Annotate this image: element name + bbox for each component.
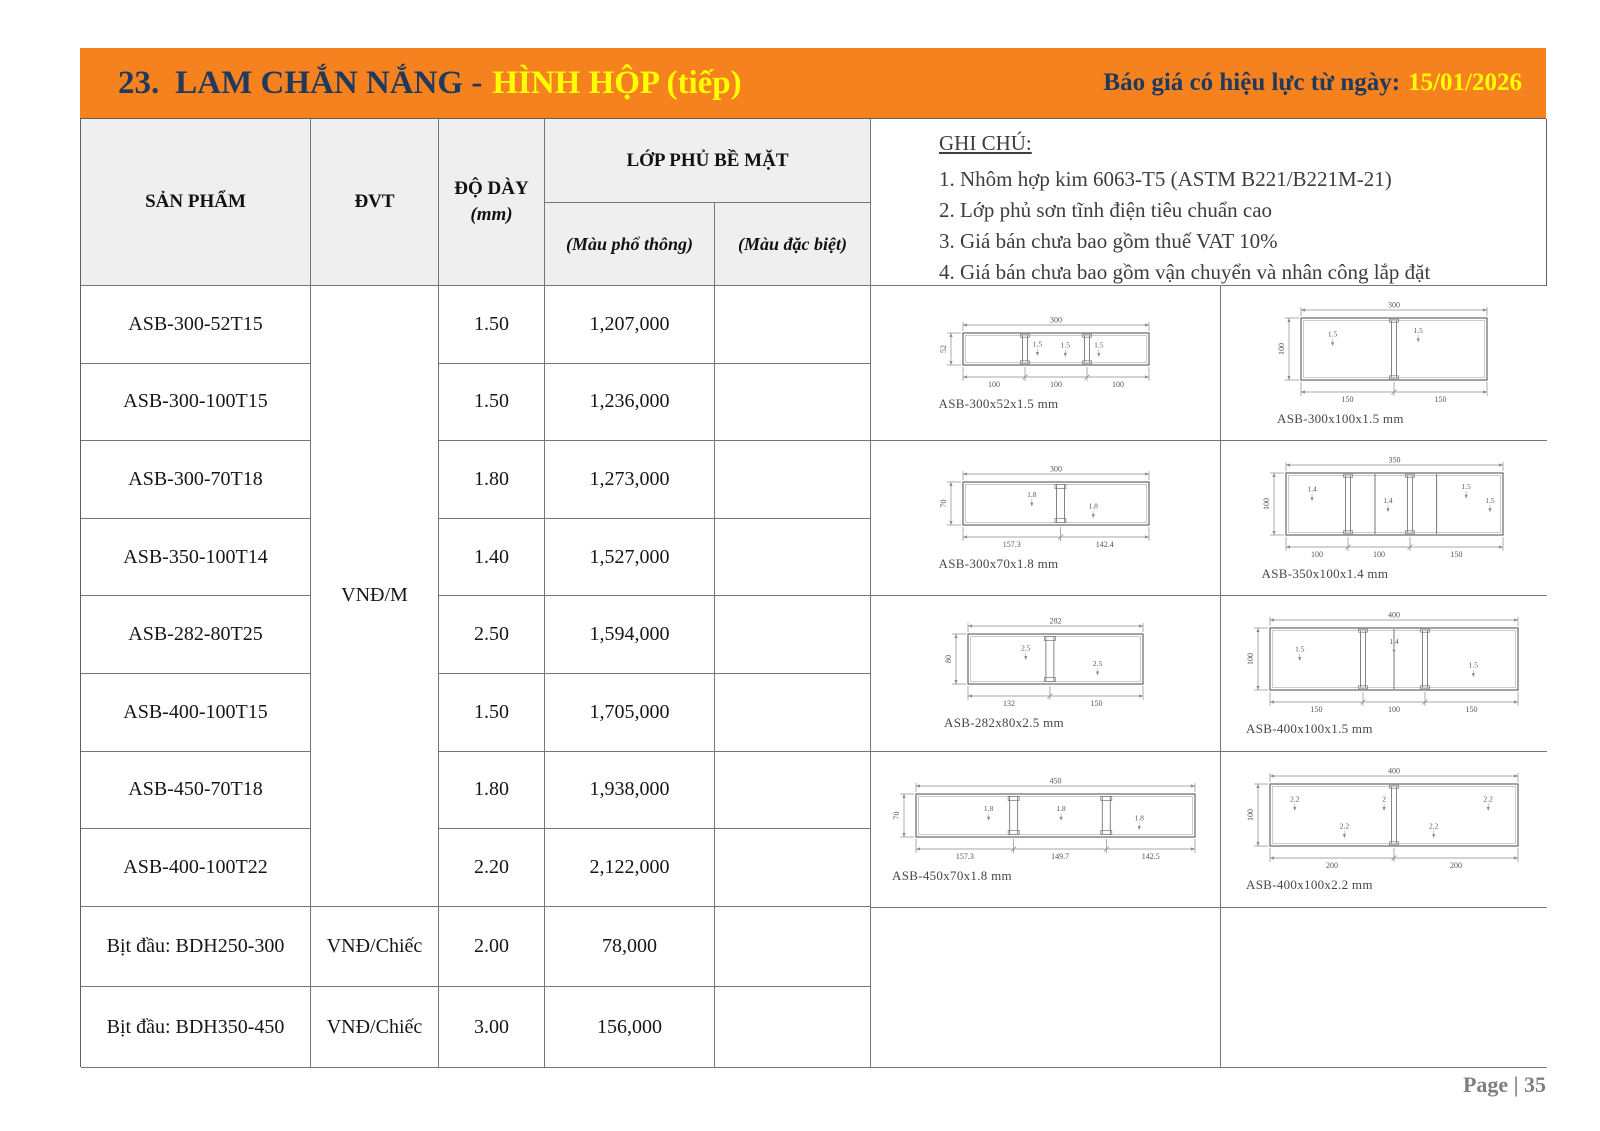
price-special-cell bbox=[715, 752, 871, 830]
svg-text:100: 100 bbox=[1310, 549, 1323, 559]
price-special-cell bbox=[715, 596, 871, 674]
svg-text:100: 100 bbox=[1246, 653, 1255, 665]
svg-text:2.2: 2.2 bbox=[1339, 821, 1350, 831]
column-header-color-special: (Màu đặc biệt) bbox=[738, 233, 847, 254]
drawings-panel bbox=[871, 119, 1547, 1067]
unit-cell-merged: VNĐ/M bbox=[311, 286, 439, 907]
svg-text:1.4: 1.4 bbox=[1306, 484, 1317, 494]
technical-drawing bbox=[1265, 300, 1503, 427]
thickness-cell: 3.00 bbox=[439, 987, 545, 1068]
page-number: Page | 35 bbox=[1462, 1072, 1546, 1097]
svg-text:300: 300 bbox=[1049, 464, 1062, 474]
svg-text:150: 150 bbox=[1434, 394, 1447, 404]
drawing-cell bbox=[871, 596, 1221, 752]
svg-text:400: 400 bbox=[1388, 610, 1400, 620]
unit-cell: VNĐ/Chiếc bbox=[311, 907, 439, 988]
price-common-cell: 1,273,000 bbox=[545, 441, 715, 519]
thickness-cell: 1.50 bbox=[439, 674, 545, 752]
price-table bbox=[80, 118, 1546, 1067]
product-cell: ASB-282-80T25 bbox=[81, 596, 311, 674]
svg-text:100: 100 bbox=[1277, 342, 1286, 355]
drawing-label: ASB-400x100x1.5 mm bbox=[1246, 721, 1373, 736]
svg-text:157.3: 157.3 bbox=[1002, 540, 1021, 549]
date-label: Báo giá có hiệu lực từ ngày: bbox=[1103, 69, 1401, 96]
svg-text:1.5: 1.5 bbox=[1460, 481, 1471, 491]
title-highlight: HÌNH HỘP (tiếp) bbox=[492, 64, 742, 101]
product-cell: Bịt đầu: BDH350-450 bbox=[81, 987, 311, 1068]
svg-text:400: 400 bbox=[1388, 766, 1400, 776]
svg-text:150: 150 bbox=[1450, 549, 1462, 559]
drawing-cell bbox=[1221, 441, 1547, 596]
thickness-cell: 1.40 bbox=[439, 519, 545, 597]
effective-date bbox=[1103, 69, 1522, 97]
price-common-cell: 78,000 bbox=[545, 907, 715, 988]
notes-title: GHI CHÚ: bbox=[939, 131, 1032, 155]
technical-drawing bbox=[932, 616, 1159, 731]
note-item: 3. Giá bán chưa bao gồm thuế VAT 10% bbox=[939, 229, 1278, 253]
drawing-cell bbox=[1221, 596, 1547, 752]
svg-text:100: 100 bbox=[1372, 549, 1385, 559]
drawing-label: ASB-450x70x1.8 mm bbox=[892, 867, 1012, 883]
svg-text:1.5: 1.5 bbox=[1060, 339, 1070, 349]
thickness-header-line2: (mm) bbox=[470, 204, 513, 225]
thickness-cell: 2.20 bbox=[439, 829, 545, 907]
price-special-cell bbox=[715, 907, 871, 988]
technical-drawing bbox=[880, 776, 1211, 884]
product-cell: ASB-300-100T15 bbox=[81, 364, 311, 442]
svg-text:149.7: 149.7 bbox=[1051, 851, 1070, 861]
drawing-cell bbox=[871, 286, 1221, 441]
svg-text:2: 2 bbox=[1382, 794, 1386, 804]
svg-text:52: 52 bbox=[938, 344, 948, 353]
drawings-grid bbox=[871, 286, 1546, 1068]
drawing-label: ASB-300x100x1.5 mm bbox=[1277, 410, 1404, 426]
svg-text:142.5: 142.5 bbox=[1141, 851, 1160, 861]
price-common-cell: 1,594,000 bbox=[545, 596, 715, 674]
technical-drawing bbox=[1234, 766, 1534, 893]
price-special-cell bbox=[715, 286, 871, 364]
note-item: 4. Giá bán chưa bao gồm vận chuyển và nhân công lắp đặt bbox=[939, 260, 1431, 284]
svg-text:300: 300 bbox=[1388, 300, 1400, 309]
title-banner bbox=[80, 48, 1546, 118]
svg-text:200: 200 bbox=[1450, 861, 1462, 870]
svg-text:1.4: 1.4 bbox=[1389, 637, 1399, 647]
thickness-cell: 2.00 bbox=[439, 907, 545, 988]
column-header-unit: ĐVT bbox=[311, 119, 439, 286]
technical-drawing bbox=[927, 464, 1165, 572]
product-cell: ASB-300-52T15 bbox=[81, 286, 311, 364]
svg-text:100: 100 bbox=[1049, 379, 1062, 389]
svg-text:70: 70 bbox=[892, 811, 901, 819]
empty-cell bbox=[1221, 908, 1547, 1068]
table-header bbox=[81, 119, 871, 286]
svg-text:1.8: 1.8 bbox=[1026, 490, 1037, 500]
svg-text:150: 150 bbox=[1465, 705, 1478, 714]
svg-text:350: 350 bbox=[1388, 455, 1400, 464]
thickness-cell: 1.50 bbox=[439, 286, 545, 364]
product-cell: Bịt đầu: BDH250-300 bbox=[81, 907, 311, 988]
product-cell: ASB-400-100T22 bbox=[81, 829, 311, 907]
svg-text:1.8: 1.8 bbox=[1088, 501, 1098, 511]
price-common-cell: 1,527,000 bbox=[545, 519, 715, 597]
svg-text:282: 282 bbox=[1049, 616, 1062, 626]
thickness-cell: 1.50 bbox=[439, 364, 545, 442]
svg-text:450: 450 bbox=[1049, 776, 1062, 785]
svg-text:1.8: 1.8 bbox=[1134, 813, 1144, 823]
thickness-cell: 1.80 bbox=[439, 752, 545, 830]
drawing-label: ASB-400x100x2.2 mm bbox=[1246, 877, 1373, 892]
svg-text:80: 80 bbox=[944, 655, 953, 663]
svg-text:150: 150 bbox=[1090, 699, 1103, 708]
product-cell: ASB-300-70T18 bbox=[81, 441, 311, 519]
svg-text:150: 150 bbox=[1310, 705, 1323, 714]
note-item: 2. Lớp phủ sơn tĩnh điện tiêu chuẩn cao bbox=[939, 198, 1273, 222]
svg-text:1.5: 1.5 bbox=[1484, 495, 1495, 505]
svg-text:2.2: 2.2 bbox=[1428, 821, 1439, 831]
drawing-label: ASB-300x52x1.5 mm bbox=[938, 395, 1059, 411]
unit-cell: VNĐ/Chiếc bbox=[311, 987, 439, 1068]
date-value: 15/01/2026 bbox=[1408, 69, 1522, 96]
technical-drawing bbox=[1234, 610, 1534, 737]
svg-text:200: 200 bbox=[1326, 861, 1338, 870]
svg-text:157.3: 157.3 bbox=[955, 851, 974, 861]
coating-subheaders bbox=[545, 203, 870, 285]
price-common-cell: 1,236,000 bbox=[545, 364, 715, 442]
svg-text:1.5: 1.5 bbox=[1327, 329, 1338, 339]
svg-text:1.8: 1.8 bbox=[1056, 803, 1066, 813]
svg-text:1.5: 1.5 bbox=[1468, 660, 1479, 670]
svg-text:2.5: 2.5 bbox=[1021, 643, 1031, 653]
svg-text:2.5: 2.5 bbox=[1092, 659, 1103, 668]
section-number: 23. bbox=[118, 64, 160, 101]
price-table-left bbox=[81, 119, 871, 1067]
svg-text:1.8: 1.8 bbox=[983, 803, 994, 813]
svg-text:70: 70 bbox=[938, 499, 948, 508]
svg-text:2.2: 2.2 bbox=[1290, 794, 1300, 804]
product-cell: ASB-450-70T18 bbox=[81, 752, 311, 830]
svg-text:1.4: 1.4 bbox=[1382, 495, 1393, 505]
coating-header-title: LỚP PHỦ BỀ MẶT bbox=[545, 119, 870, 203]
svg-text:100: 100 bbox=[1111, 379, 1124, 389]
price-common-cell: 1,207,000 bbox=[545, 286, 715, 364]
empty-cell bbox=[871, 908, 1221, 1068]
thickness-cell: 1.80 bbox=[439, 441, 545, 519]
price-special-cell bbox=[715, 364, 871, 442]
drawing-label: ASB-300x70x1.8 mm bbox=[938, 556, 1059, 571]
title-main: LAM CHẮN NẮNG - bbox=[175, 64, 483, 101]
price-special-cell bbox=[715, 987, 871, 1068]
technical-drawing bbox=[1250, 455, 1519, 582]
svg-text:100: 100 bbox=[1388, 705, 1400, 714]
notes bbox=[871, 119, 1546, 286]
svg-text:300: 300 bbox=[1049, 315, 1062, 324]
svg-text:142.4: 142.4 bbox=[1095, 540, 1114, 549]
price-special-cell bbox=[715, 674, 871, 752]
column-header-coating bbox=[545, 119, 871, 286]
note-item: 1. Nhôm hợp kim 6063-T5 (ASTM B221/B221M-21) bbox=[939, 167, 1392, 191]
svg-text:1.5: 1.5 bbox=[1413, 325, 1423, 335]
svg-text:150: 150 bbox=[1341, 394, 1354, 404]
svg-text:100: 100 bbox=[1261, 497, 1271, 510]
thickness-cell: 2.50 bbox=[439, 596, 545, 674]
svg-text:100: 100 bbox=[1246, 809, 1255, 821]
product-cell: ASB-400-100T15 bbox=[81, 674, 311, 752]
drawing-cell bbox=[1221, 286, 1547, 441]
drawing-cell bbox=[1221, 752, 1547, 908]
svg-text:100: 100 bbox=[987, 379, 1000, 389]
table-body bbox=[81, 286, 871, 1068]
price-special-cell bbox=[715, 441, 871, 519]
price-common-cell: 156,000 bbox=[545, 987, 715, 1068]
column-header-product: SẢN PHẨM bbox=[81, 119, 311, 286]
drawing-cell bbox=[871, 441, 1221, 596]
drawing-cell bbox=[871, 752, 1221, 908]
product-cell: ASB-350-100T14 bbox=[81, 519, 311, 597]
page-title bbox=[118, 65, 742, 102]
price-common-cell: 1,705,000 bbox=[545, 674, 715, 752]
column-header-thickness bbox=[439, 119, 545, 286]
price-special-cell bbox=[715, 519, 871, 597]
price-special-cell bbox=[715, 829, 871, 907]
svg-text:2.2: 2.2 bbox=[1483, 794, 1493, 804]
drawing-label: ASB-350x100x1.4 mm bbox=[1261, 565, 1389, 581]
svg-text:132: 132 bbox=[1002, 699, 1015, 708]
thickness-header-line1: ĐỘ DÀY bbox=[454, 178, 529, 200]
svg-text:1.5: 1.5 bbox=[1032, 338, 1042, 348]
svg-text:1.5: 1.5 bbox=[1093, 339, 1103, 349]
column-header-color-common: (Màu phổ thông) bbox=[545, 203, 715, 285]
price-common-cell: 2,122,000 bbox=[545, 829, 715, 907]
drawing-label: ASB-282x80x2.5 mm bbox=[944, 715, 1064, 730]
technical-drawing bbox=[927, 315, 1165, 412]
price-common-cell: 1,938,000 bbox=[545, 752, 715, 830]
svg-text:1.5: 1.5 bbox=[1295, 644, 1305, 654]
